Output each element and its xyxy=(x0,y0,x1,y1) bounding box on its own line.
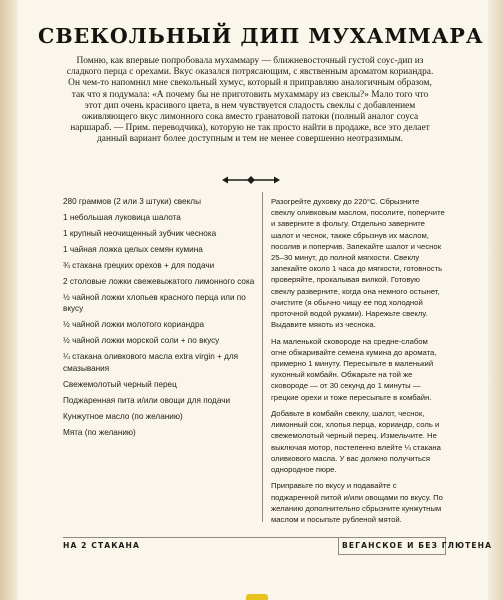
page-edge-right xyxy=(488,0,503,600)
ingredient-item: 1 небольшая луковица шалота xyxy=(63,213,181,222)
ornament-divider-icon xyxy=(222,176,280,184)
ingredient-list xyxy=(63,196,263,443)
footer-rule xyxy=(63,537,338,538)
ingredient-item: ½ чайной ложки морской соли + по вкусу xyxy=(63,336,220,346)
ingredient-item: 280 граммов (2 или 3 штуки) свеклы xyxy=(63,197,201,206)
method-step: Разогрейте духовку до 220°C. Сбрызните свеклу оливковым маслом, посолите, поперчите и заверните в фольгу. Отдельно заверните шалот и чеснок, также сбрызнув их маслом, посолив и поперчив. Запекайте шалот и чеснок 25–30 минут, до полной мягкости. Свеклу запекайте около 1 часа до мягкости, готовность проверяйте, прокалывая вилкой. Готовую свеклу разверните, когда она немного остынет, очистите (я обычно чищу ее под холодной проточной водой руками). Нарежьте свеклу. Выдавите мякоть из чеснока. xyxy=(271,197,445,330)
ingredient-item: Поджаренная пита и/или овощи для подачи xyxy=(63,395,231,405)
page-gutter-left xyxy=(0,0,18,600)
diet-tag: ВЕГАНСКОЕ И БЕЗ ГЛЮТЕНА xyxy=(342,541,493,550)
ingredient-item: 2 столовые ложки свежевыжатого лимонного сока xyxy=(63,277,255,286)
recipe-intro: Помню, как впервые попробовала мухаммару — ближневосточный густой соус-дип из сладкого перца с орехами. Вкус оказался потрясающим, с явственным ароматом кориандра. Он чем-то напомнил мне свекольный хумус, который я приправляю аналогичным образом, так что я подумала: «А почему бы не приготовить мухаммару из свеклы?» Мало того что этот дип очень красивого цвета, в нем чувствуется сладость свеклы с добавлением оживляющего вкус лимонного сока вместо гранатовой патоки (полный аналог соуса наршараб. — Прим. переводчика), которую не так просто найти в продаже, все это делает данный вариант более доступным и тем не менее совершенно неотразимым. xyxy=(66,56,434,145)
column-divider xyxy=(262,192,263,522)
ingredient-item: Мята (по желанию) xyxy=(63,427,136,437)
ingredient-item: 1 крупный неочищенный зубчик чеснока xyxy=(63,229,217,238)
method-step: Добавьте в комбайн свеклу, шалот, чеснок, лимонный сок, хлопья перца, кориандр, соль и свежемолотый черный перец. Измельчите. Не выключая мотор, постепенно влейте ¼ стакана оливкового масла. У вас должно получиться однородное пюре. xyxy=(271,409,441,475)
ingredient-item: Кунжутное масло (по желанию) xyxy=(63,411,183,421)
recipe-title: СВЕКОЛЬНЫЙ ДИП МУХАММАРА xyxy=(38,24,484,48)
ingredient-item: ½ чайной ложки хлопьев красного перца или по вкусу xyxy=(63,293,246,314)
method-step: Приправьте по вкусу и подавайте с поджаренной питой и/или овощами по вкусу. По желанию дополнительно сбрызните кунжутным маслом и посыпьте рубленой мятой. xyxy=(271,481,443,525)
bookmark-ribbon xyxy=(246,594,268,600)
ingredient-item: ½ чайной ложки молотого кориандра xyxy=(63,320,205,330)
method-steps xyxy=(271,196,445,530)
ingredient-item: Свежемолотый черный перец xyxy=(63,379,177,389)
ingredient-item: ¾ стакана грецких орехов + для подачи xyxy=(63,261,215,270)
yield-label: НА 2 СТАКАНА xyxy=(63,541,140,550)
ingredient-item: ¼ стакана оливкового масла extra virgin + для смазывания xyxy=(63,352,239,373)
ingredient-item: 1 чайная ложка целых семян кумина xyxy=(63,245,203,254)
method-step: На маленькой сковороде на средне-слабом огне обжаривайте семена кумина до аромата, примерно 1 минуту. Пересыпьте в маленький кухонный комбайн. Обжарьте на той же сковороде — от 30 секунд до 1 минуты — грецкие орехи и тоже пересыпьте в комбайн. xyxy=(271,336,437,402)
